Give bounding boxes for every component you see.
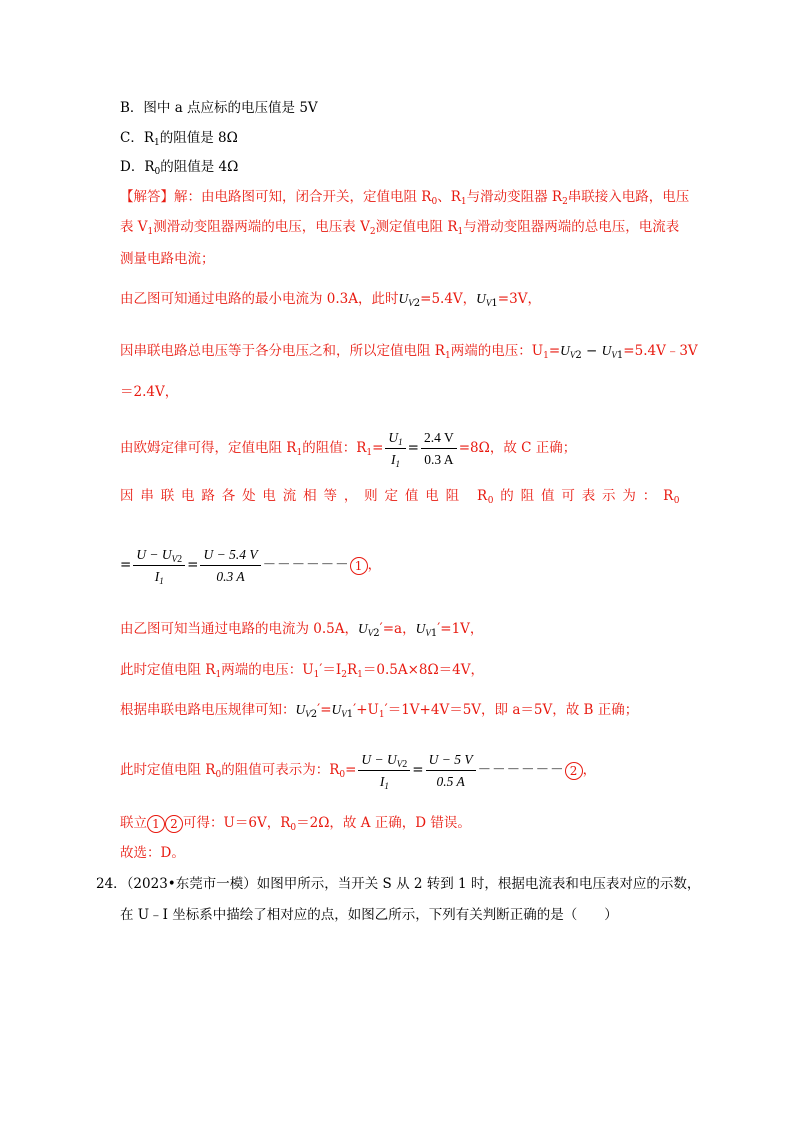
answer-combine: 联立 1 2 可得：U＝6V，$R_0=2\Omega$，故 A 正确，D 错误。: [120, 815, 471, 833]
answer-line-2: 表 $V_1$测滑动变阻器两端的电压，电压表 $V_2$测定值电阻 $R_1$与滑动变阻器两端的总电压，电流表: [120, 219, 680, 237]
answer-r1-voltage: 因串联电路总电压等于各分电压之和，所以定值电阻 $R_1$两端的电压：$U_1=U_{V2}$ − $U_{V1}=5.4V﹣3V$: [120, 343, 698, 361]
option-c: C．$R_1$的阻值是 8Ω: [120, 130, 238, 148]
answer-choice: 故选：D。: [120, 845, 185, 861]
answer-ohm-law: 由欧姆定律可得，定值电阻 $R_1$的阻值：$R_1=$ $\frac{U_1}{I_1}$ = $\frac{2.4 V}{0.3 A}$ =8Ω，故 C 正确；: [120, 430, 577, 469]
answer-series-current: 因串联电路各处电流相等，则定值电阻 $R_0$的阻值可表示为：$R_0$: [120, 488, 680, 506]
answer-r1-voltage-2: 此时定值电阻 $R_1$两端的电压：$U_1'=I_2R_1=0.5A\times 8\Omega=4V$，: [120, 662, 485, 680]
fraction-r0-3: $\frac{U - U_{V2}}{I_1}$: [358, 750, 410, 791]
question-24-line-1: 24．（2023•东莞市一模）如图甲所示，当开关 S 从 2 转到 1 时，根据电流表和电压表对应的示数，: [96, 876, 701, 892]
answer-series-voltage: 根据串联电路电压规律可知：$U_{V2}'=U_{V1}'+U_1'=1V+4V=5V$，即 a＝5V，故 B 正确；: [120, 702, 639, 720]
answer-tag: 【解答】: [120, 189, 174, 205]
circled-number-1b: 1: [147, 815, 165, 833]
fraction-r0-1: $\frac{U - U_{V2}}{I_1}$: [133, 545, 185, 586]
circled-number-2b: 2: [165, 815, 183, 833]
question-24-line-2: 在 U﹣I 坐标系中描绘了相对应的点，如图乙所示，下列有关判断正确的是（ ）: [120, 907, 618, 923]
fraction-u1-i1: $\frac{U_1}{I_1}$: [385, 428, 405, 469]
answer-line-3: 测量电路电流；: [120, 251, 215, 267]
answer-r0-expr-1: = $\frac{U - U_{V2}}{I_1}$ = $\frac{U - 5.4 V}{0.3 A}$ －－－－－－ 1 ，: [120, 547, 382, 586]
fraction-r0-2: $\frac{U - 5.4 V}{0.3 A}$: [200, 545, 260, 586]
option-d: D．$R_0$的阻值是 4Ω: [120, 159, 239, 177]
answer-line-1: 【解答】解：由电路图可知，闭合开关，定值电阻 $R_0$、$R_1$与滑动变阻器 $R_2$串联接入电路，电压: [120, 189, 690, 207]
answer-current-05: 由乙图可知当通过电路的电流为 0.5A，$U_{V2}'=a$，$U_{V1}'=1V$，: [120, 621, 484, 639]
circled-number-2: 2: [565, 762, 583, 780]
answer-min-current: 由乙图可知通过电路的最小电流为 0.3A，此时$U_{V2}=5.4V$，$U_{V1}=3V$，: [120, 291, 541, 309]
circled-number-1: 1: [350, 557, 368, 575]
answer-r0-expr-2: 此时定值电阻 $R_0$的阻值可表示为：$R_0=$ $\frac{U - U_{V2}}{I_1}$ = $\frac{U - 5 V}{0.5 A}$ －－－－－－ 2 ，: [120, 752, 597, 791]
answer-r1-voltage-result: ＝2.4V，: [120, 384, 179, 400]
fraction-values: $\frac{2.4 V}{0.3 A}$: [421, 428, 457, 469]
option-b: B．图中 a 点应标的电压值是 5V: [120, 100, 318, 116]
fraction-r0-4: $\frac{U - 5 V}{0.5 A}$: [426, 750, 476, 791]
